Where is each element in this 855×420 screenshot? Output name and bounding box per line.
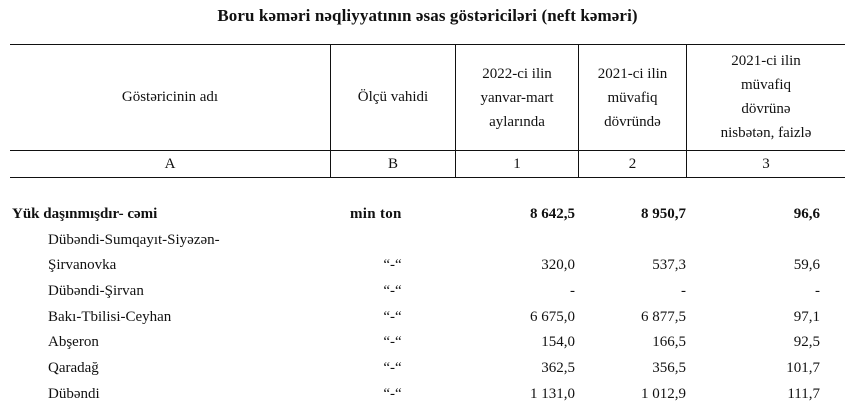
row-value-percent: 101,7 [786,360,820,376]
table-row [0,330,855,355]
row-value-2021: - [681,283,686,299]
row-name: Şirvanovka [48,257,117,273]
header-col-2021-line: müvafiq [607,90,658,106]
row-unit: “-“ [383,283,402,299]
row-name: Yük daşınmışdır- cəmi [12,206,158,222]
row-name: Dübəndi-Sumqayıt-Siyəzən- [48,232,220,248]
row-value-2022: 1 131,0 [530,386,575,402]
header-col-percent-line: müvafiq [741,77,791,93]
row-value-2022: 362,5 [541,360,575,376]
row-value-percent: 96,6 [793,206,820,222]
header-col-2022-line: aylarında [489,114,545,130]
table-title: Boru kəməri nəqliyyatının əsas göstəriciləri (neft kəməri) [217,6,638,25]
row-value-2021: 537,3 [652,257,686,273]
table-row [0,228,855,253]
row-unit: “-“ [383,360,402,376]
row-name: Bakı-Tbilisi-Ceyhan [48,309,172,325]
header-col-2021 [579,50,686,146]
header-indicator-name: Göstəricinin adı [121,89,219,105]
column-code: B [387,156,398,172]
row-name: Abşeron [48,334,99,350]
row-value-2022: 8 642,5 [530,206,575,222]
row-value-percent: - [815,283,820,299]
table-row [0,279,855,304]
row-value-2021: 6 877,5 [641,309,686,325]
table-row [0,305,855,330]
row-value-percent: 59,6 [793,257,820,273]
codes-bottom-rule [10,177,845,178]
row-name: Dübəndi [48,386,100,402]
row-value-percent: 92,5 [793,334,820,350]
row-value-2022: - [570,283,575,299]
row-unit: “-“ [383,386,402,402]
header-bottom-rule [10,150,845,151]
header-col-2022 [456,50,578,146]
column-code: 1 [513,156,521,172]
row-value-2021: 356,5 [652,360,686,376]
header-col-percent-line: 2021-ci ilin [731,53,801,69]
row-unit: “-“ [383,309,402,325]
row-value-percent: 97,1 [793,309,820,325]
table-row [0,253,855,278]
row-value-2022: 6 675,0 [530,309,575,325]
table-row [0,382,855,407]
header-col-percent [687,45,845,149]
header-col-2021-line: 2021-ci ilin [597,66,668,82]
row-value-2022: 320,0 [541,257,575,273]
row-value-2022: 154,0 [541,334,575,350]
column-code: 3 [762,156,770,172]
header-unit: Ölçü vahidi [357,89,429,105]
table-row-total [0,202,855,227]
header-col-percent-line: dövrünə [741,101,791,117]
row-value-2021: 8 950,7 [641,206,686,222]
header-col-2021-line: dövründə [604,114,661,130]
column-code: 2 [628,156,637,172]
row-unit: “-“ [383,257,402,273]
row-name: Qaradağ [48,360,99,376]
header-col-2022-line: 2022-ci ilin [482,66,552,82]
row-unit: min ton [350,206,402,222]
row-unit: “-“ [383,334,402,350]
row-value-2021: 166,5 [652,334,686,350]
column-code: A [164,156,176,172]
header-col-percent-line: nisbətən, faizlə [720,125,812,141]
row-value-2021: 1 012,9 [641,386,686,402]
row-name: Dübəndi-Şirvan [48,283,144,299]
table-row [0,356,855,381]
row-value-percent: 111,7 [787,386,820,402]
header-col-2022-line: yanvar-mart [480,90,554,106]
